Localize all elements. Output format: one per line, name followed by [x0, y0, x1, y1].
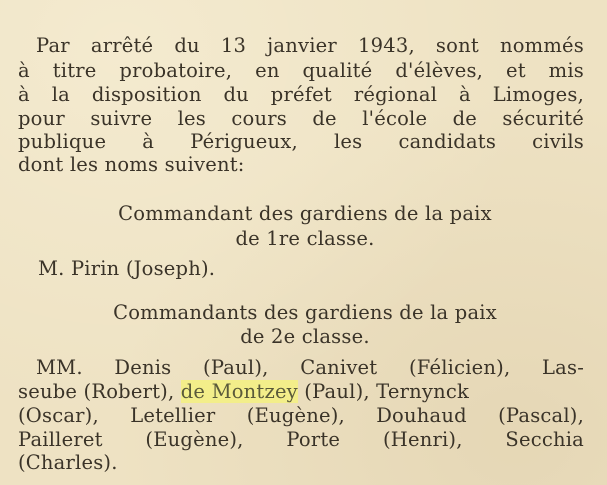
section1-heading-line2: de 1re classe. — [235, 227, 375, 250]
paragraph-line-2: à titre probatoire, en qualité d'élèves, et mis — [18, 59, 584, 82]
section2-names-line-4: Pailleret (Eugène), Porte (Henri), Secchia — [18, 428, 584, 451]
names-text-seube: seube (Robert), — [18, 380, 181, 403]
paragraph-line-1: Par arrêté du 13 janvier 1943, sont nommés — [36, 34, 584, 57]
section2-heading-line2: de 2e classe. — [240, 325, 370, 348]
section1-names: M. Pirin (Joseph). — [38, 257, 216, 280]
section2-names-line-2 — [18, 381, 584, 403]
paragraph-line-5: publique à Périgueux, les candidats civils — [18, 130, 584, 153]
section2-names-line-3: (Oscar), Letellier (Eugène), Douhaud (Pascal), — [18, 404, 584, 427]
paragraph-line-6: dont les noms suivent: — [18, 153, 245, 176]
names-text-ternynck: (Paul), Ternynck — [297, 380, 470, 403]
section2-names-line-1: MM. Denis (Paul), Canivet (Félicien), Las- — [36, 356, 584, 379]
paragraph-line-3: à la disposition du préfet régional à Limoges, — [18, 83, 584, 106]
section2-heading-line1: Commandants des gardiens de la paix — [113, 301, 497, 324]
paragraph-line-4: pour suivre les cours de l'école de sécurité — [18, 107, 584, 130]
section2-names-line-5: (Charles). — [18, 451, 118, 474]
highlighted-name: de Montzey — [180, 380, 298, 403]
section1-heading-line1: Commandant des gardiens de la paix — [118, 202, 492, 225]
